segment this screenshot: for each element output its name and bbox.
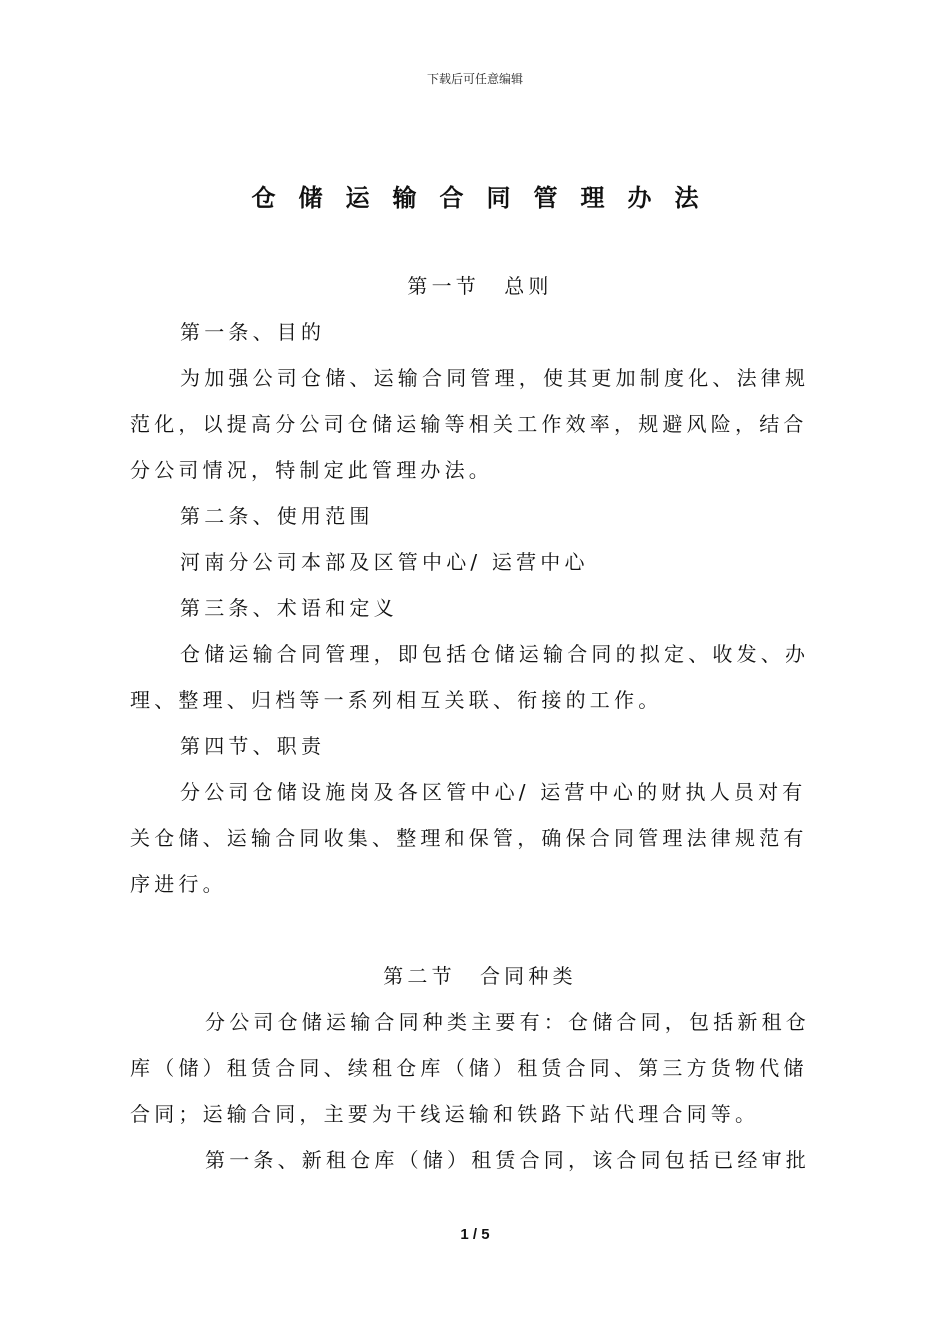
section-2-paragraph-2: 第一条、新租仓库（储）租赁合同，该合同包括已经审批: [205, 1148, 810, 1172]
page-number: 1 / 5: [460, 1226, 490, 1243]
article-2-heading: 第二条、使用范围: [180, 504, 374, 528]
header-note: 下载后可任意编辑: [426, 72, 523, 86]
section-2-paragraph-1: 分公司仓储运输合同种类主要有：仓储合同，包括新租仓库（储）租赁合同、续租仓库（储）租赁合同、第三方货物代储合同；运输合同，主要为干线运输和铁路下站代理合同等。: [130, 1010, 810, 1126]
article-4-paragraph: 分公司仓储设施岗及各区管中心/ 运营中心的财执人员对有关仓储、运输合同收集、整理和保管，确保合同管理法律规范有序进行。: [130, 780, 808, 896]
document-title: 仓储运输合同管理办法: [251, 184, 722, 212]
article-3-heading: 第三条、术语和定义: [180, 596, 398, 620]
article-1-heading: 第一条、目的: [180, 320, 326, 344]
article-3-paragraph: 仓储运输合同管理，即包括仓储运输合同的拟定、收发、办理、整理、归档等一系列相互关联、衔接的工作。: [130, 642, 810, 712]
article-4-heading: 第四节、职责: [180, 734, 326, 758]
section-2-heading: 第二节 合同种类: [383, 964, 577, 988]
article-1-paragraph: 为加强公司仓储、运输合同管理，使其更加制度化、法律规范化，以提高分公司仓储运输等相关工作效率，规避风险，结合分公司情况，特制定此管理办法。: [130, 366, 810, 482]
section-1-heading: 第一节 总则: [407, 274, 553, 298]
article-2-paragraph: 河南分公司本部及区管中心/ 运营中心: [180, 550, 589, 574]
document-body: [130, 263, 830, 1183]
section-gap: [130, 907, 830, 953]
